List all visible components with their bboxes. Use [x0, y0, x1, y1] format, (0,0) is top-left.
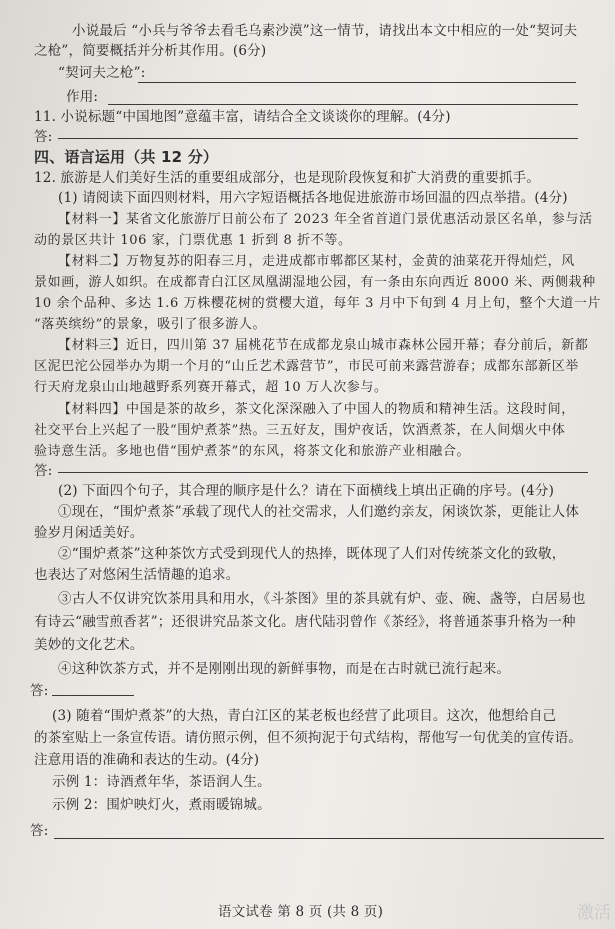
material3-line: 区泥巴沱公园举办为期一个月的“山丘艺术露营节”，市民可前来露营游春；成都东部新区举 — [34, 359, 579, 374]
q10-line2: 之枪”，简要概括并分析其作用。(6分) — [34, 43, 267, 59]
sentence-line: 也表达了对悠闲生活情趣的追求。 — [34, 567, 240, 583]
q12-answer-line — [58, 472, 588, 473]
page-footer: 语文试卷 第 8 页 (共 8 页) — [218, 904, 384, 920]
q12-sub3-line: 的茶室贴上一条宣传语。请仿照示例，但不须拘泥于句式结构，帮他写一句优美的宣传语。 — [34, 730, 582, 746]
q12-slogan-answer-line — [54, 838, 604, 839]
q10-line1: 小说最后 “小兵与爷爷去看毛乌素沙漠”这一情节，请找出本文中相应的一处“契诃夫 — [72, 23, 578, 39]
q12-sub1: (1) 请阅读下面四则材料，用六字短语概括各地促进旅游市场回温的四点举措。(4分) — [58, 190, 568, 206]
material2-line: 【材料二】万物复苏的阳春三月，走进成都市郫都区某村，金黄的油菜花开得灿烂，风 — [58, 254, 575, 269]
q10-effect-label: 作用: — [66, 89, 99, 105]
q12-sub2: (2) 下面四个句子，其合理的顺序是什么？请在下面横线上填出正确的序号。(4分) — [58, 483, 555, 499]
example-line: 示例 2：围炉映灯火，煮雨暖锦城。 — [52, 797, 271, 813]
sentence-line: 验岁月闲适美好。 — [34, 525, 144, 541]
q10-effect-line — [108, 104, 578, 105]
sentence-line: ③古人不仅讲究饮茶用具和用水，《斗茶图》里的茶具就有炉、壶、碗、盏等，白居易也 — [58, 591, 586, 607]
material4-line: 验诗意生活。多地也借“围炉煮茶”的东风，将茶文化和旅游产业相融合。 — [34, 444, 471, 459]
q12-answer-label: 答: — [34, 463, 53, 479]
q12-sub3-line: 注意用语的准确和表达的生动。(4分) — [34, 752, 260, 768]
q12-intro: 12. 旅游是人们美好生活的重要组成部分，也是现阶段恢复和扩大消费的重要抓手。 — [34, 170, 541, 186]
q11-text: 11. 小说标题“中国地图”意蕴丰富，请结合全文谈谈你的理解。(4分) — [34, 109, 451, 125]
material2-line: 景如画，游人如织。在成都青白江区凤凰湖湿地公园，有一条由东向西近 8000 米、两侧栽种 — [34, 275, 596, 290]
q12-sub3-line: (3) 随着“围炉煮茶”的大热，青白江区的某老板也经营了此项目。这次，他想给自己 — [52, 708, 557, 724]
sentence-line: ①现在，“围炉煮茶”承载了现代人的社交需求，人们邀约亲友，闲谈饮茶，更能让人体 — [58, 504, 580, 520]
q11-answer-label: 答: — [34, 129, 53, 145]
sentence-line: 有诗云“融雪煎香茗”；还很讲究品茶文化。唐代陆羽曾作《茶经》，将普通茶事升格为一种 — [34, 614, 576, 630]
watermark: 激活 — [577, 903, 611, 923]
material1-line: 动的景区共计 106 家，门票优惠 1 折到 8 折不等。 — [34, 233, 352, 248]
material4-line: 社交平台上兴起了一股“围炉煮茶”热。三五好友，围炉夜话，饮酒煮茶，在人间烟火中体 — [34, 423, 566, 438]
material4-line: 【材料四】中国是茶的故乡，茶文化深深融入了中国人的物质和精神生活。这段时间， — [58, 402, 575, 417]
example-line: 示例 1：诗酒煮年华，茶语润人生。 — [52, 774, 271, 790]
sentence-line: ②“围炉煮茶”这种茶饮方式受到现代人的热捧，既体现了人们对传统茶文化的致敬， — [58, 546, 566, 562]
q10-answer-line — [138, 82, 576, 83]
q12-answer-label3: 答: — [30, 823, 49, 839]
material2-line: “落英缤纷”的景象，吸引了很多游人。 — [34, 317, 267, 332]
q12-answer-label2: 答: — [30, 683, 49, 699]
q10-answer-label: “契诃夫之枪”: — [58, 65, 146, 81]
material3-line: 【材料三】近日，四川第 37 届桃花节在成都龙泉山城市森林公园开幕；春分前后，新都 — [58, 338, 589, 353]
material2-line: 10 余个品种、多达 1.6 万株樱花树的赏樱大道，每年 3 月中下旬到 4 月上旬，整个大道一片 — [34, 296, 602, 311]
sentence-line: 美妙的文化艺术。 — [34, 637, 144, 653]
material3-line: 行天府龙泉山山地越野系列赛开幕式，超 10 万人次参与。 — [34, 380, 388, 395]
sentence-line: ④这种饮茶方式，并不是刚刚出现的新鲜事物，而是在古时就已流行起来。 — [58, 661, 511, 677]
section4-title: 四、语言运用（共 12 分） — [34, 148, 219, 166]
q11-answer-line — [58, 138, 578, 139]
material1-line: 【材料一】某省文化旅游厅日前公布了 2023 年全省首道门景优惠活动景区名单，参与活 — [58, 212, 593, 227]
q12-order-answer-line — [52, 695, 134, 696]
